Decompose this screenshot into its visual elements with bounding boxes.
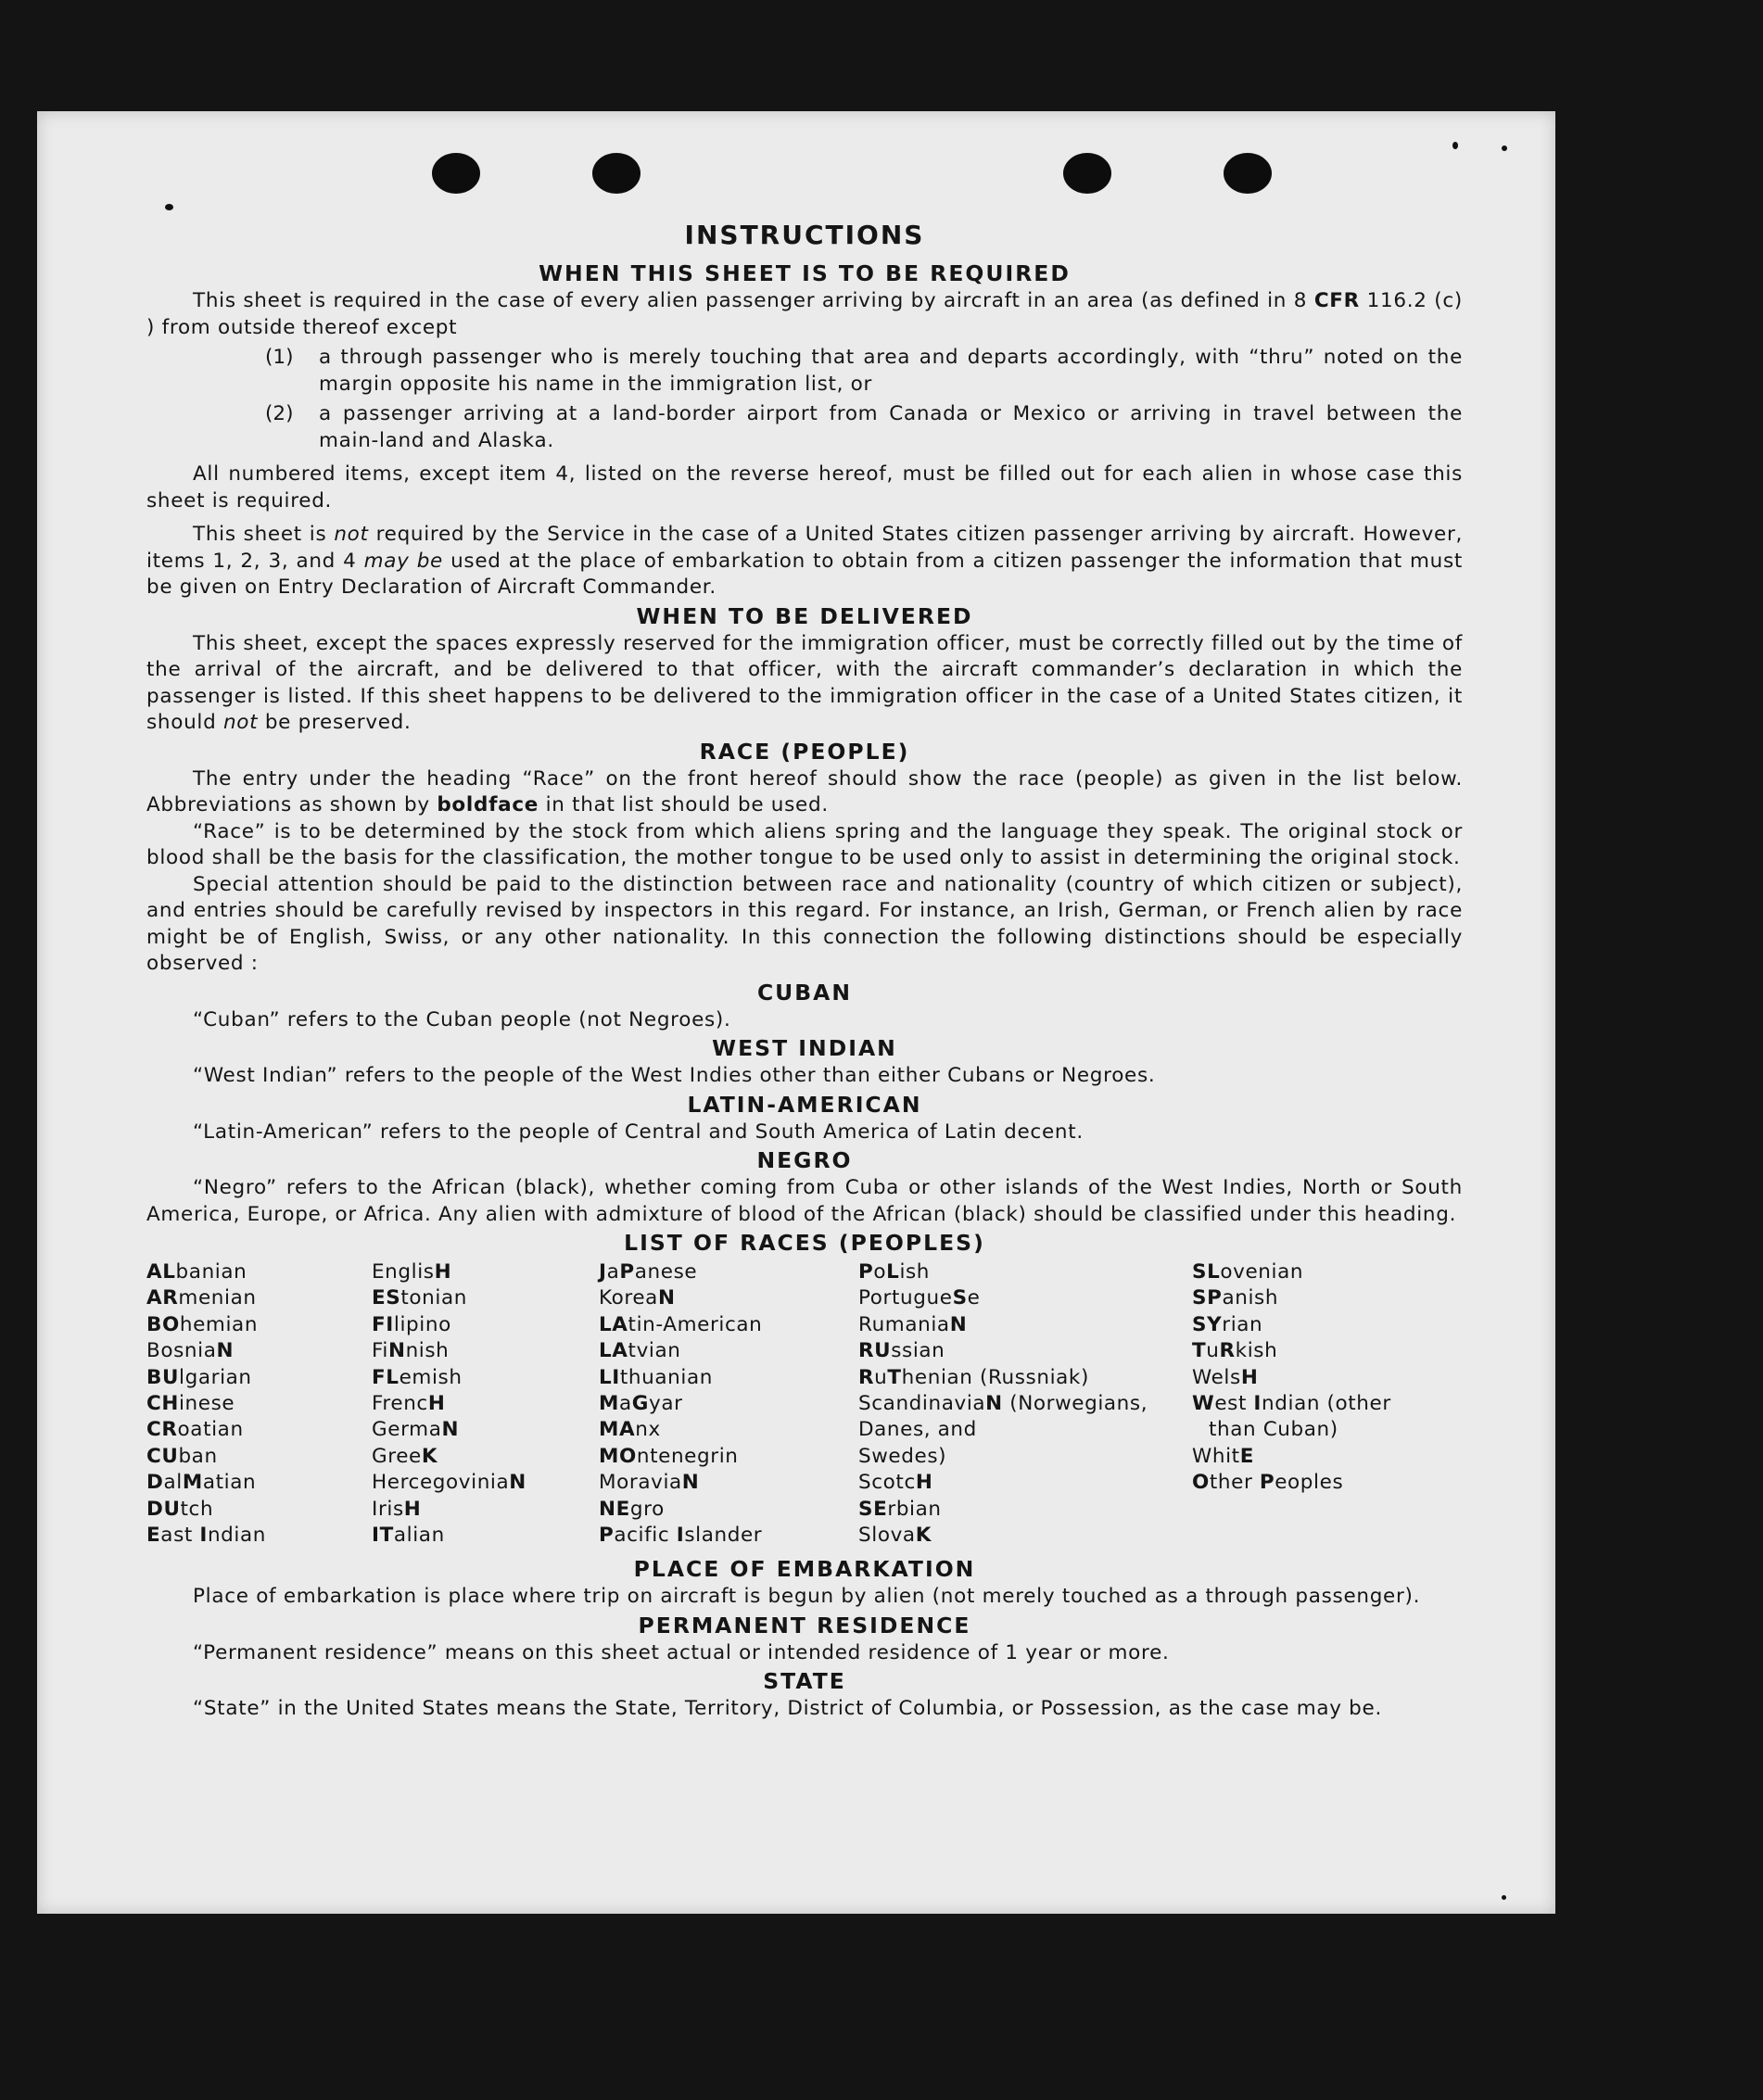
exception-number: (2) [265,402,294,425]
race-entry: EStonian [372,1286,467,1310]
race-entry: RumaniaN [858,1312,968,1336]
race-entry: IrisH [372,1497,422,1521]
race-entry: DUtch [146,1497,214,1521]
races-column [858,1259,1148,1549]
race-entry: ARmenian [146,1286,257,1310]
race-entry: CUban [146,1444,218,1468]
race-entry: TuRkish [1192,1339,1278,1363]
heading-race: RACE (PEOPLE) [699,738,910,765]
race-entry: MOntenegrin [599,1444,739,1468]
required-para-2: All numbered items, except item 4, listed on the reverse hereof, must be filled out for each alien in whose case this sheet is required. [146,462,1463,512]
race-entry: FIlipino [372,1312,451,1336]
race-entry: Danes, and [858,1418,977,1442]
races-column [599,1259,762,1549]
race-para-1: The entry under the heading “Race” on the front hereof should show the race (people) as given in the list below. Abbreviations as shown by boldface in that list should be used. [146,766,1463,816]
exception-item [265,401,1463,454]
race-entry: WelsH [1192,1365,1259,1389]
punch-hole [1063,153,1111,194]
ink-speck [1502,145,1507,151]
document-page [37,111,1555,1914]
races-column [1192,1259,1391,1497]
race-entry: GreeK [372,1444,438,1468]
heading-permanent-residence: PERMANENT RESIDENCE [638,1612,971,1638]
instructions-text [146,218,1463,1723]
race-entry: EnglisH [372,1260,452,1284]
race-para-2: “Race” is to be determined by the stock from which aliens spring and the language they speak. The original stock or blood shall be the basis for the classification, the mother tongue to be used only to assist in determining the original stock. [146,819,1463,869]
race-entry: MoraviaN [599,1471,700,1495]
ink-speck [165,204,173,210]
exception-text: a through passenger who is merely touching that area and departs accordingly, with “thru” noted on the margin opposite his name in the immigration list, or [319,346,1463,396]
race-entry: WhitE [1192,1444,1254,1468]
race-entry: LAtvian [599,1339,681,1363]
punch-hole [432,153,480,194]
page-title: INSTRUCTIONS [684,220,925,250]
embarkation-text: Place of embarkation is place where trip on aircraft is begun by alien (not merely touched as a through passenger). [193,1585,1421,1608]
state-text: “State” in the United States means the State, Territory, District of Columbia, or Possession, as the case may be. [193,1697,1382,1720]
west-indian-text: “West Indian” refers to the people of the West Indies other than either Cubans or Negroes. [193,1064,1156,1087]
cuban-text: “Cuban” refers to the Cuban people (not Negroes). [193,1007,731,1031]
race-entry: DalMatian [146,1471,257,1495]
race-entry: RuThenian (Russniak) [858,1365,1089,1389]
race-entry: RUssian [858,1339,945,1363]
heading-state: STATE [763,1668,846,1694]
race-entry: East Indian [146,1524,267,1548]
race-entry: CRoatian [146,1418,244,1442]
heading-negro: NEGRO [756,1147,853,1173]
race-entry: Swedes) [858,1444,947,1468]
exception-number: (1) [265,346,294,369]
race-entry: FiNnish [372,1339,450,1363]
race-entry: MAnx [599,1418,661,1442]
races-column [146,1259,266,1549]
race-entry: SErbian [858,1497,942,1521]
race-entry: LIthuanian [599,1365,713,1389]
race-entry: West Indian (other [1192,1392,1391,1416]
race-entry: CHinese [146,1392,235,1416]
required-para-3: This sheet is not required by the Service in the case of a United States citizen passenger arriving by aircraft. However, items 1, 2, 3, and 4 may be used at the place of embarkation to obtain from a citizen passenger the information that must be given on Entry Declaration of Aircraft Commander. [146,523,1464,599]
race-entry: SlovaK [858,1524,932,1548]
race-entry: PoLish [858,1260,931,1284]
race-entry: FrencH [372,1392,446,1416]
residence-text: “Permanent residence” means on this sheet actual or intended residence of 1 year or more. [193,1640,1170,1664]
races-list [146,1259,1463,1554]
race-entry: than Cuban) [1209,1418,1338,1442]
race-entry: ScotcH [858,1471,933,1495]
race-entry: KoreaN [599,1286,676,1310]
heading-west-indian: WEST INDIAN [712,1035,897,1061]
heading-place-of-embarkation: PLACE OF EMBARKATION [633,1556,976,1582]
race-entry: NEgro [599,1497,665,1521]
latin-american-text: “Latin-American” refers to the people of Central and South America of Latin decent. [193,1120,1084,1144]
race-entry: ALbanian [146,1260,247,1284]
heading-cuban: CUBAN [756,979,853,1006]
negro-text: “Negro” refers to the African (black), whether coming from Cuba or other islands of the West Indies, North or South America, Europe, or Africa. Any alien with admixture of blood of the African (black) should be classified under this heading. [146,1176,1463,1226]
ink-speck [1452,142,1458,149]
heading-list-of-races: LIST OF RACES (PEOPLES) [624,1230,985,1256]
exception-text: a passenger arriving at a land-border airport from Canada or Mexico or arriving in travel between the main-land and Alaska. [319,402,1463,452]
race-entry: SLovenian [1192,1260,1304,1284]
race-entry: BOhemian [146,1312,259,1336]
race-entry: MaGyar [599,1392,683,1416]
race-entry: SYrian [1192,1312,1263,1336]
race-entry: JaPanese [599,1260,698,1284]
races-column [372,1259,526,1549]
punch-hole [1224,153,1272,194]
required-intro: This sheet is required in the case of every alien passenger arriving by aircraft in an area (as defined in 8 CFR 116.2 (c) ) from outside thereof except [146,289,1463,339]
race-entry: HercegoviniaN [372,1471,526,1495]
heading-when-delivered: WHEN TO BE DELIVERED [636,602,973,629]
heading-when-required: WHEN THIS SHEET IS TO BE REQUIRED [539,260,1071,286]
race-entry: BosniaN [146,1339,235,1363]
punch-hole [592,153,641,194]
exception-item [265,345,1463,398]
race-entry: LAtin-American [599,1312,763,1336]
race-entry: Other Peoples [1192,1471,1344,1495]
ink-speck [1502,1895,1506,1900]
race-entry: FLemish [372,1365,463,1389]
race-para-3: Special attention should be paid to the distinction between race and nationality (country of which citizen or subject), and entries should be carefully revised by inspectors in this regard. For instance, an Irish, German, or French alien by race might be of English, Swiss, or any other nationality. In this connection the following distinctions should be especially observed : [146,872,1463,975]
race-entry: GermaN [372,1418,460,1442]
race-entry: ITalian [372,1524,445,1548]
race-entry: Pacific Islander [599,1524,763,1548]
delivered-text: This sheet, except the spaces expressly reserved for the immigration officer, must be correctly filled out by the time of the arrival of the aircraft, and be delivered to that officer, with the aircraft commander’s declaration in which the passenger is listed. If this sheet happens to be delivered to the immigration officer in the case of a United States citizen, it should not be preserved. [146,631,1463,734]
heading-latin-american: LATIN-AMERICAN [687,1091,922,1118]
race-entry: PortugueSe [858,1286,981,1310]
race-entry: ScandinaviaN (Norwegians, [858,1392,1148,1416]
race-entry: BUlgarian [146,1365,252,1389]
race-entry: SPanish [1192,1286,1279,1310]
